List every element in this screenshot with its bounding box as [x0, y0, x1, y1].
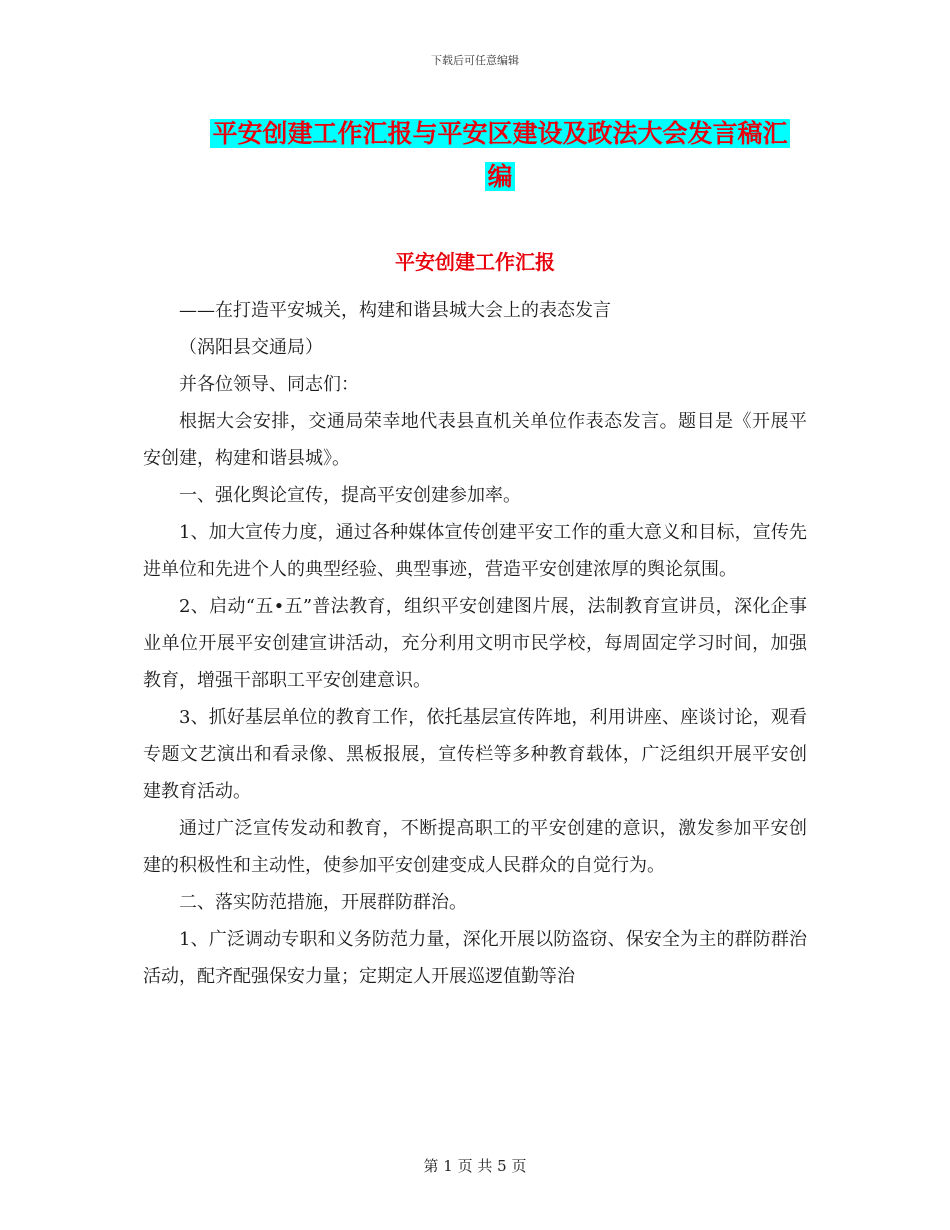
salutation: 并各位领导、同志们： [179, 374, 359, 395]
document-title-line1: 平安创建工作汇报与平安区建设及政法大会发言稿汇 [212, 119, 788, 148]
paragraph-item-2: 2、启动“五•五”普法教育，组织平安创建图片展，法制教育宣讲员，深化企事业单位开展平安创建宣讲活动，充分利用文明市民学校，每周固定学习时间，加强教育，增强干部职工平安创建意识。 [143, 596, 807, 691]
document-title-line2: 编 [487, 162, 513, 191]
organization-name: （涡阳县交通局） [179, 337, 323, 358]
page-number: 第 1 页 共 5 页 [423, 1157, 527, 1175]
paragraph-intro: 根据大会安排，交通局荣幸地代表县直机关单位作表态发言。题目是《开展平安创建，构建和谐县城》。 [143, 411, 807, 469]
paragraph-item-4: 1、广泛调动专职和义务防范力量，深化开展以防盗窃、保安全为主的群防群治活动，配齐配强保安力量；定期定人开展巡逻值勤等治 [143, 929, 807, 987]
speech-subtitle: ——在打造平安城关，构建和谐县城大会上的表态发言 [179, 300, 611, 321]
header-note: 下载后可任意编辑 [431, 54, 519, 67]
heading-section-2: 二、落实防范措施，开展群防群治。 [179, 892, 467, 913]
paragraph-item-1: 1、加大宣传力度，通过各种媒体宣传创建平安工作的重大意义和目标，宣传先进单位和先进个人的典型经验、典型事迹，营造平安创建浓厚的舆论氛围。 [143, 522, 807, 580]
document-body [143, 292, 807, 995]
section-title: 平安创建工作汇报 [395, 250, 555, 274]
document-title [190, 112, 810, 198]
heading-section-1: 一、强化舆论宣传，提高平安创建参加率。 [179, 485, 521, 506]
paragraph-item-3: 3、抓好基层单位的教育工作，依托基层宣传阵地，利用讲座、座谈讨论，观看专题文艺演出和看录像、黑板报展，宣传栏等多种教育载体，广泛组织开展平安创建教育活动。 [143, 707, 807, 802]
paragraph-summary: 通过广泛宣传发动和教育，不断提高职工的平安创建的意识，激发参加平安创建的积极性和主动性，使参加平安创建变成人民群众的自觉行为。 [143, 818, 807, 876]
